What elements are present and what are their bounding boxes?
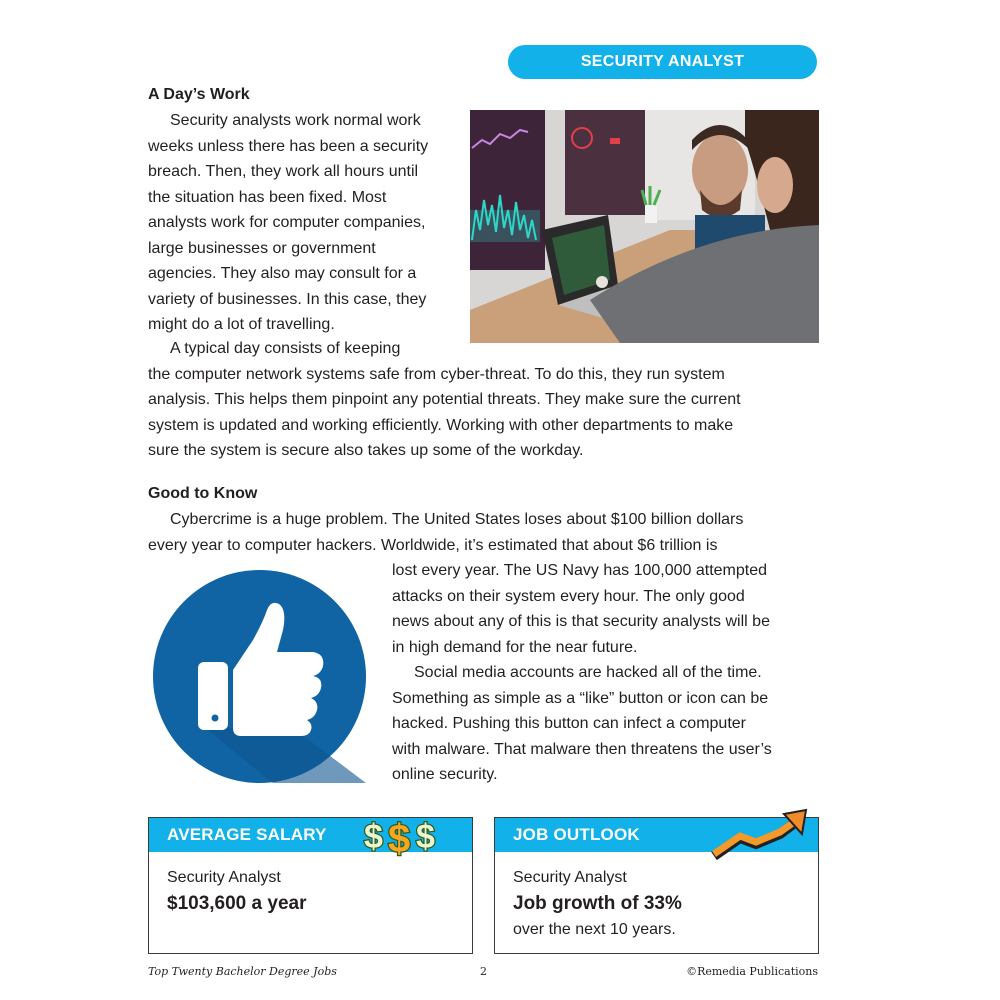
- page-title-banner: [508, 45, 817, 79]
- text-line: the computer network systems safe from cyber-threat. To do this, they run system: [148, 365, 725, 383]
- average-salary-body: [149, 852, 472, 918]
- text-line: weeks unless there has been a security: [148, 137, 429, 155]
- svg-text:$: $: [416, 818, 435, 856]
- text-line: Security analysts work normal work: [170, 112, 421, 129]
- text-line: breach. Then, they work all hours until: [148, 163, 419, 180]
- photo-illustration: [470, 110, 819, 343]
- days-work-paragraph-1: [148, 108, 468, 338]
- good-to-know-paragraph-1b: [392, 558, 832, 788]
- text-line: the situation has been fixed. Most: [148, 188, 387, 206]
- text-line: might do a lot of travelling.: [148, 316, 335, 333]
- footer-publisher: ©Remedia Publications: [686, 965, 818, 978]
- text-line: Cybercrime is a huge problem. The United States loses about $100 billion dollars: [170, 511, 744, 528]
- text-line: with malware. That malware then threatens the user’s: [392, 740, 772, 758]
- text-line: large businesses or government: [148, 239, 376, 257]
- good-to-know-paragraph-1a: [148, 507, 828, 558]
- outlook-value: Job growth of 33%: [513, 893, 682, 914]
- text-line: analysis. This helps them pinpoint any potential threats. They make sure the current: [148, 391, 741, 408]
- text-line: Something as simple as a “like” button or icon can be: [392, 689, 769, 707]
- footer-page-number: 2: [480, 965, 487, 978]
- section-heading-good-to-know: Good to Know: [148, 485, 258, 502]
- salary-job-title: Security Analyst: [167, 869, 281, 886]
- text-line: Social media accounts are hacked all of the time.: [414, 664, 762, 681]
- page-title: SECURITY ANALYST: [580, 53, 745, 70]
- security-analysts-photo: [470, 110, 819, 343]
- text-line: lost every year. The US Navy has 100,000 attempted: [392, 562, 768, 579]
- text-line: news about any of this is that security analysts will be: [392, 613, 770, 630]
- thumbs-up-icon: [153, 570, 366, 783]
- salary-value: $103,600 a year: [167, 893, 307, 914]
- outlook-job-title: Security Analyst: [513, 869, 627, 886]
- text-line: system is updated and working efficiently. Working with other departments to make: [148, 416, 734, 434]
- text-line: online security.: [392, 766, 498, 783]
- job-outlook-body: [495, 852, 818, 942]
- text-line: agencies. They also may consult for a: [148, 265, 417, 282]
- svg-text:$: $: [388, 817, 411, 858]
- text-line: analysts work for computer companies,: [148, 214, 426, 231]
- trend-arrow-icon: [710, 808, 810, 863]
- average-salary-title: AVERAGE SALARY: [167, 825, 327, 844]
- text-line: every year to computer hackers. Worldwide, it’s estimated that about $6 trillion is: [148, 536, 718, 554]
- text-line: variety of businesses. In this case, they: [148, 290, 427, 308]
- text-line: A typical day consists of keeping: [170, 340, 401, 357]
- text-line: sure the system is secure also takes up some of the workday.: [148, 442, 584, 459]
- thumbs-up-glyph: [153, 570, 366, 783]
- days-work-paragraph-2: [148, 336, 828, 464]
- job-outlook-title: JOB OUTLOOK: [513, 825, 640, 844]
- svg-text:$: $: [364, 818, 383, 856]
- section-heading-days-work: A Day’s Work: [148, 86, 250, 103]
- footer-book-title: Top Twenty Bachelor Degree Jobs: [148, 965, 337, 978]
- text-line: in high demand for the near future.: [392, 638, 638, 656]
- text-line: attacks on their system every hour. The only good: [392, 587, 745, 605]
- outlook-note: over the next 10 years.: [513, 921, 676, 938]
- dollar-signs-icon: [362, 808, 444, 858]
- text-line: hacked. Pushing this button can infect a computer: [392, 715, 746, 732]
